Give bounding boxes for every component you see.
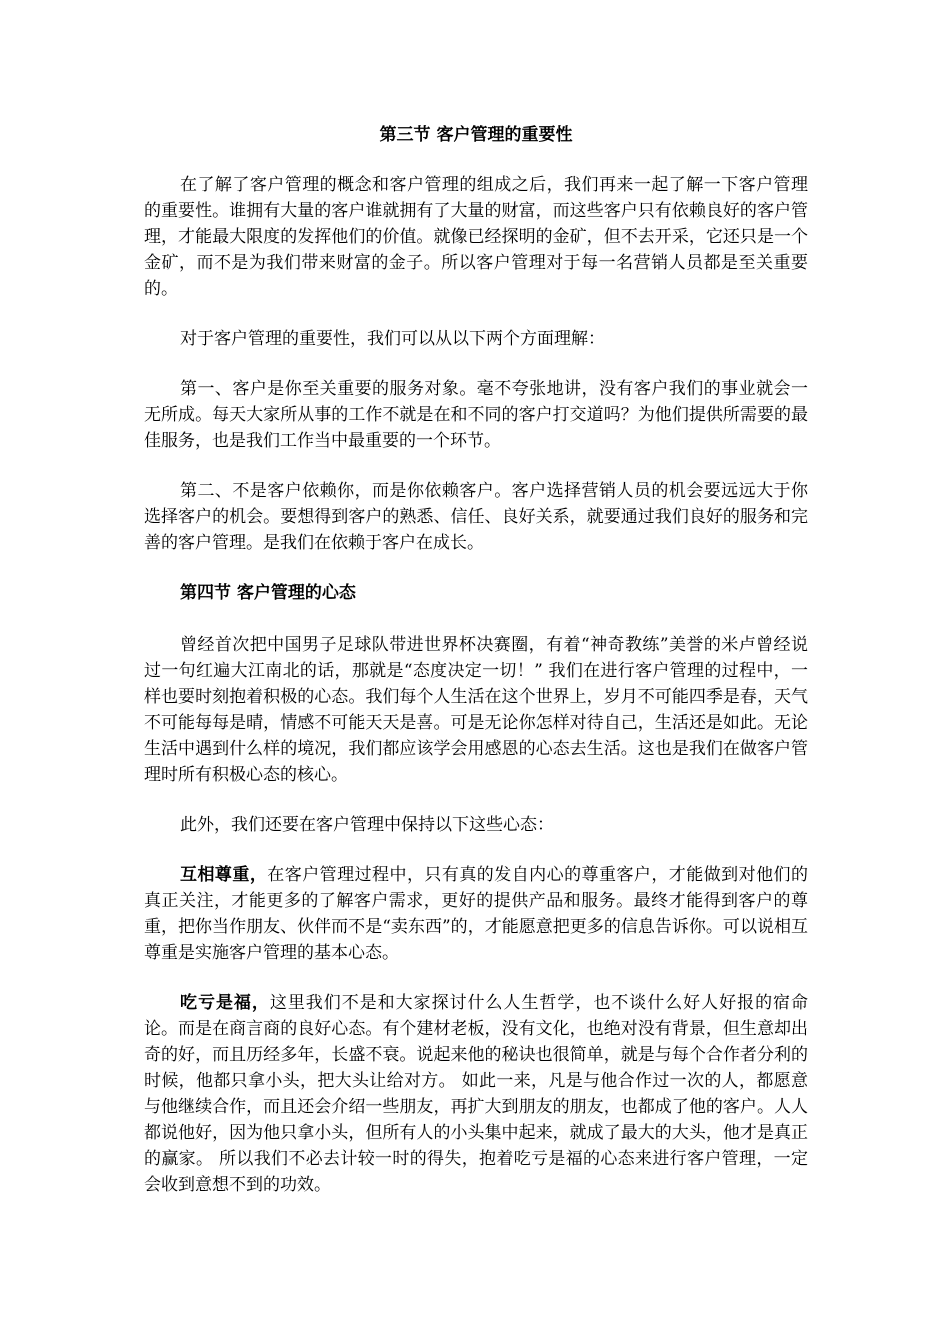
section-3-paragraph-1: 在了解了客户管理的概念和客户管理的组成之后，我们再来一起了解一下客户管理的重要性。谁拥有大量的客户谁就拥有了大量的财富，而这些客户只有依赖良好的客户管理，才能最大限度的发挥他们的价值。就像已经探明的金矿，但不去开采，它还只是一个金矿，而不是为我们带来财富的金子。所以客户管理对于每一名营销人员都是至关重要的。 [144, 175, 808, 299]
loss-is-blessing-text: 这里我们不是和大家探讨什么人生哲学，也不谈什么好人好报的宿命论。而是在商言商的良好心态。有个建材老板，没有文化，也绝对没有背景，但生意却出奇的好，而且历经多年，长盛不衰。说起来他的秘诀也很简单，就是与每个合作者分利的时候，他都只拿小头，把大头让给对方。 如此一来，凡是与他合作过一次的人，都愿意与他继续合作，而且还会介绍一些朋友，再扩大到朋友的朋友，也都成了他的客户。人人都说他好，因为他只拿小头，但所有人的小头集中起来，就成了最大的大头，他才是真正的赢家。 所以我们不必去计较一时的得失，抱着吃亏是福的心态来进行客户管理，一定会收到意想不到的功效。 [144, 993, 809, 1195]
mutual-respect-lead: 互相尊重， [180, 865, 268, 885]
loss-is-blessing-lead: 吃亏是福， [180, 993, 270, 1013]
section-3-paragraph-2: 对于客户管理的重要性，我们可以从以下两个方面理解： [180, 329, 605, 349]
section-4-paragraph-3 [144, 862, 808, 966]
document-body [144, 122, 808, 1222]
section-3-title: 第三节 客户管理的重要性 [379, 125, 573, 145]
section-4-title: 第四节 客户管理的心态 [180, 583, 356, 603]
section-4-paragraph-2: 此外，我们还要在客户管理中保持以下这些心态： [180, 815, 554, 835]
section-3-paragraph-3: 第一、客户是你至关重要的服务对象。毫不夸张地讲，没有客户我们的事业就会一无所成。每天大家所从事的工作不就是在和不同的客户打交道吗？为他们提供所需要的最佳服务，也是我们工作当中最重要的一个环节。 [144, 379, 808, 451]
section-4-paragraph-1: 曾经首次把中国男子足球队带进世界杯决赛圈，有着“神奇教练”美誉的米卢曾经说过一句红遍大江南北的话，那就是“态度决定一切！” 我们在进行客户管理的过程中，一样也要时刻抱着积极的心态。我们每个人生活在这个世界上，岁月不可能四季是春，天气不可能每每是晴，情感不可能天天是喜。可是无论你怎样对待自己，生活还是如此。无论生活中遇到什么样的境况，我们都应该学会用感恩的心态去生活。这也是我们在做客户管理时所有积极心态的核心。 [144, 635, 808, 785]
mutual-respect-text: 在客户管理过程中，只有真的发自内心的尊重客户，才能做到对他们的真正关注，才能更多的了解客户需求，更好的提供产品和服务。最终才能得到客户的尊重，把你当作朋友、伙伴而不是“卖东西”的，才能愿意把更多的信息告诉你。可以说相互尊重是实施客户管理的基本心态。 [144, 865, 809, 963]
section-4-paragraph-4 [144, 990, 808, 1198]
section-3-paragraph-4: 第二、不是客户依赖你，而是你依赖客户。客户选择营销人员的机会要远远大于你选择客户的机会。要想得到客户的熟悉、信任、良好关系，就要通过我们良好的服务和完善的客户管理。是我们在依赖于客户在成长。 [144, 481, 808, 553]
